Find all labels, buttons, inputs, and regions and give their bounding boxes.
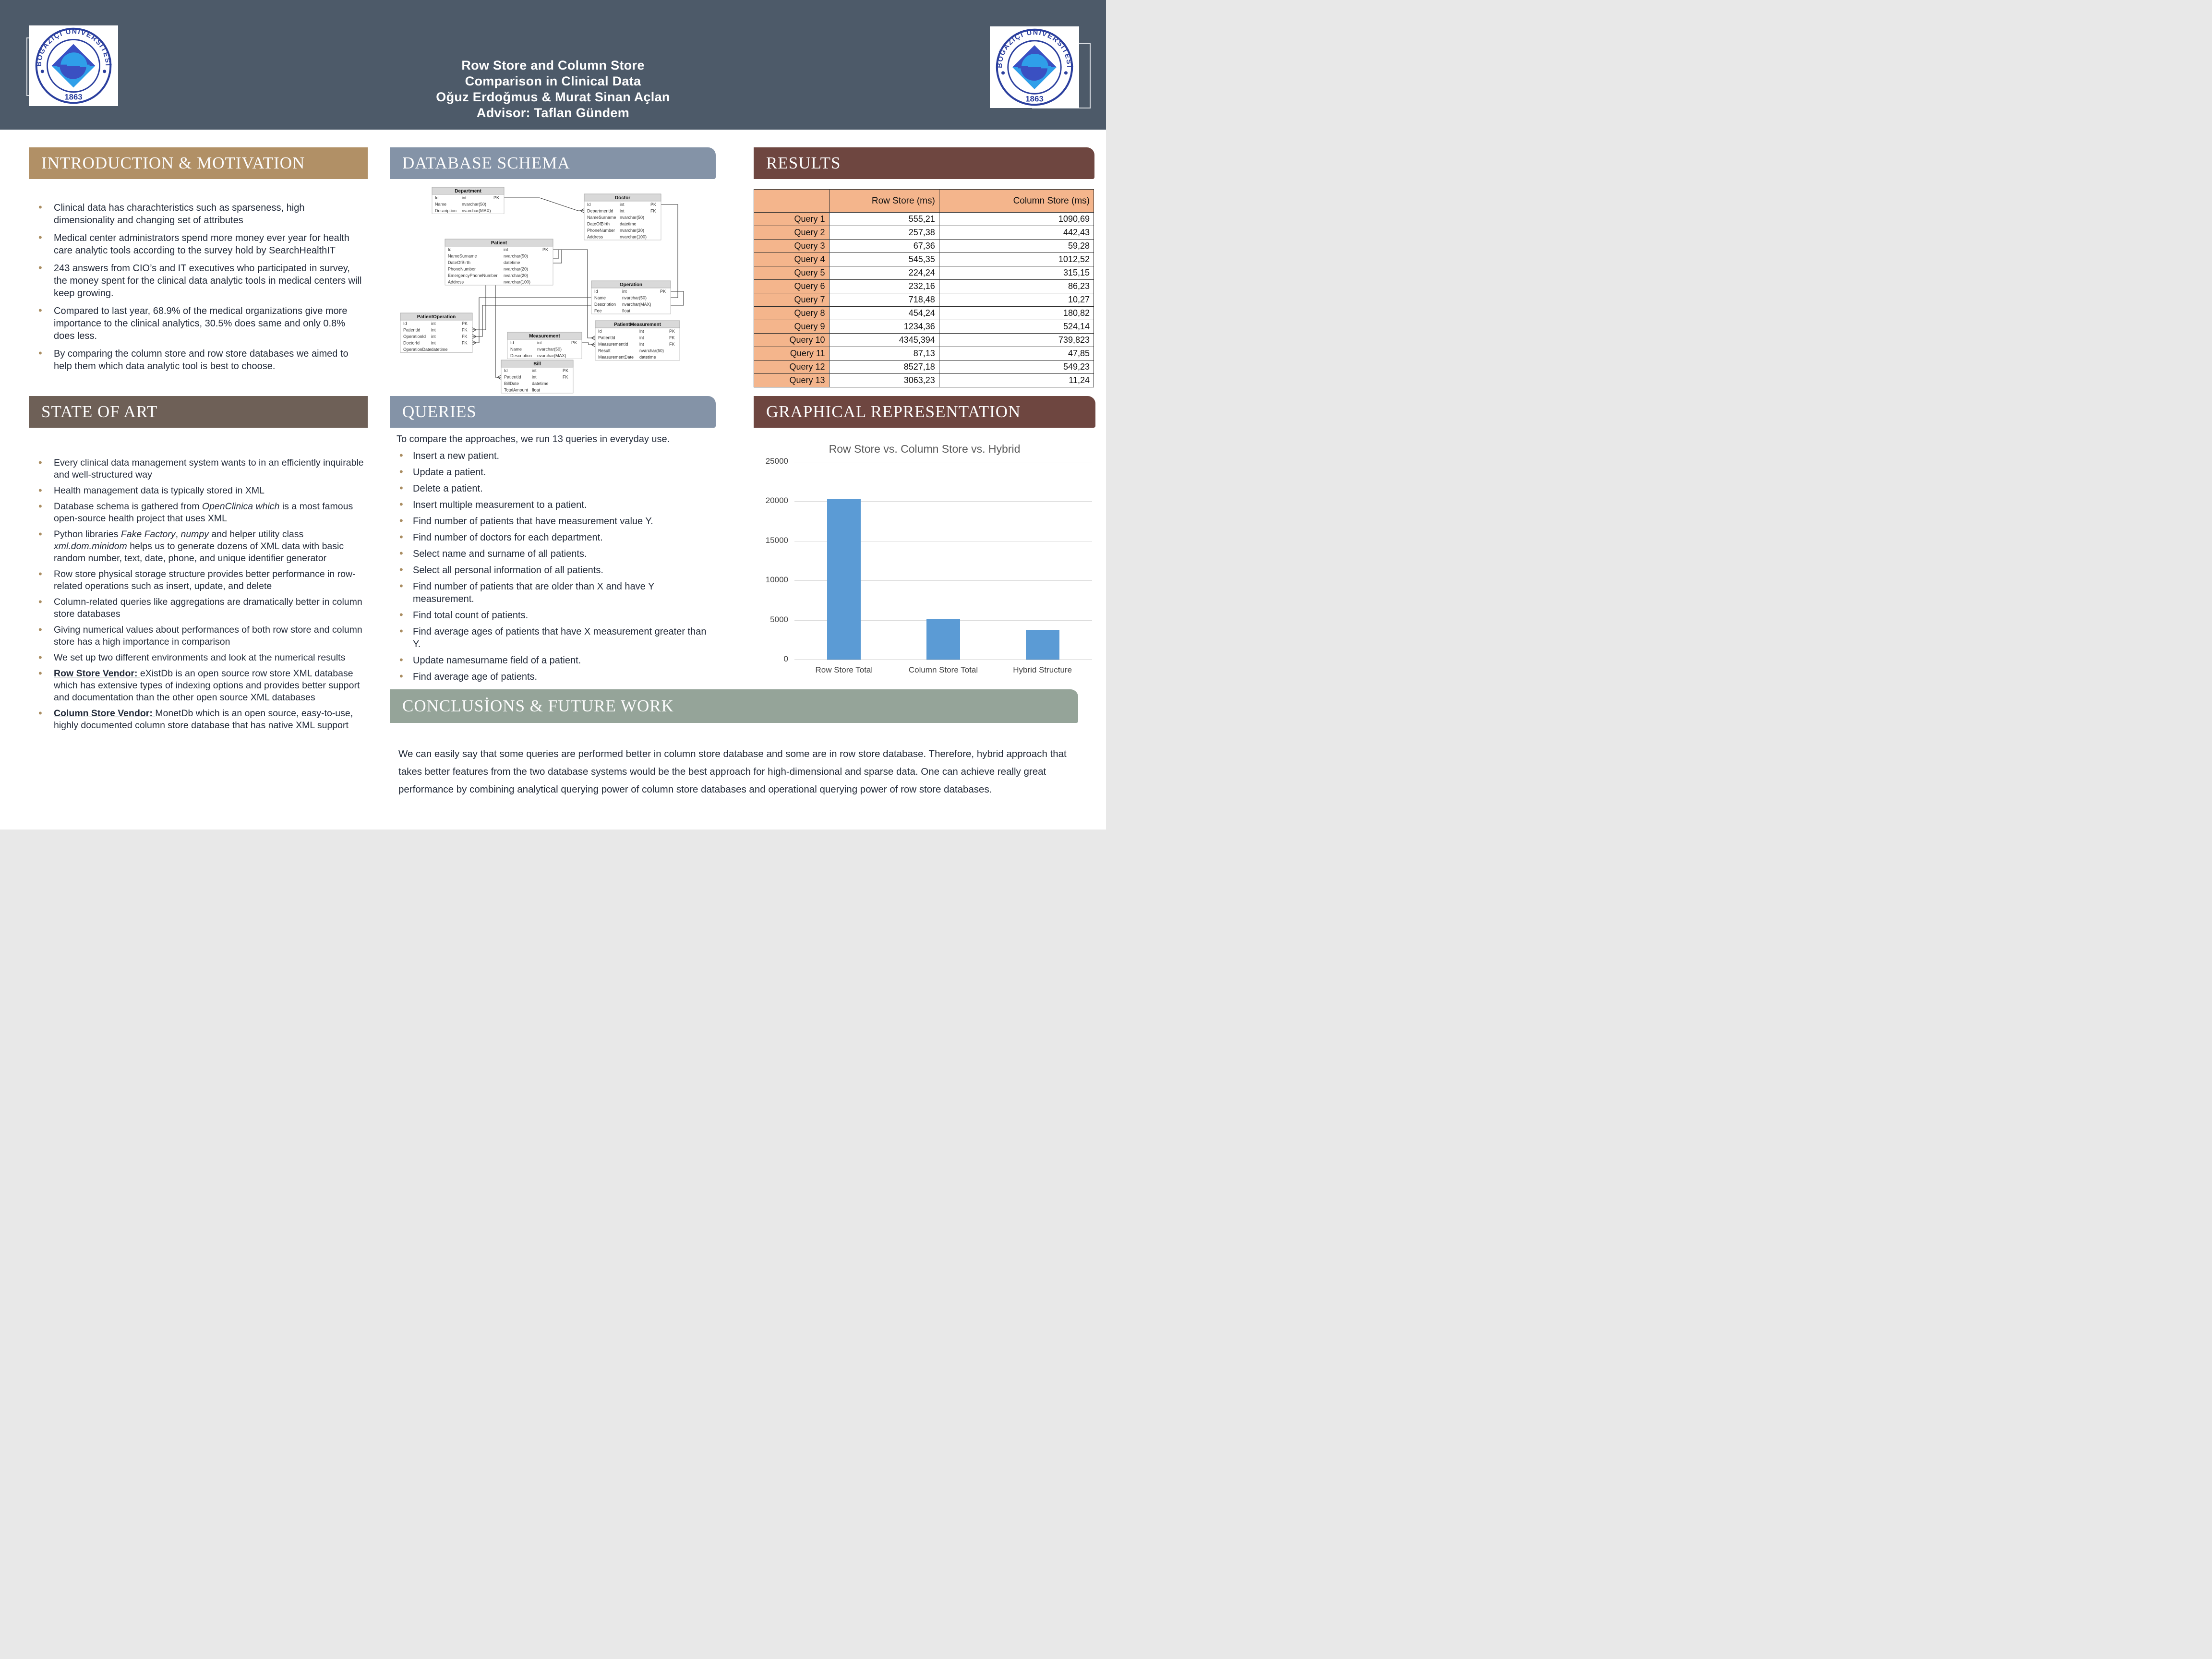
timing-value: 8527,18	[829, 361, 939, 374]
results-column-header: Row Store (ms)	[829, 190, 939, 213]
x-axis-category-label: Row Store Total	[815, 665, 873, 674]
svg-text:OperationId: OperationId	[403, 334, 426, 339]
bullet-item: • Column-related queries like aggregations are dramatically better in column store databases	[34, 596, 367, 620]
timing-value: 4345,394	[829, 334, 939, 347]
svg-text:BillDate: BillDate	[504, 381, 519, 386]
svg-text:int: int	[639, 342, 644, 347]
svg-text:int: int	[639, 335, 644, 340]
query-label: Query 10	[754, 334, 830, 347]
svg-text:nvarchar(50): nvarchar(50)	[639, 348, 664, 353]
bullet-item: • Find average ages of patients that have X measurement greater than Y.	[397, 625, 714, 650]
svg-text:nvarchar(MAX): nvarchar(MAX)	[462, 208, 491, 213]
timing-value: 1234,36	[829, 320, 939, 334]
timing-value: 257,38	[829, 226, 939, 240]
schema-table-Doctor	[584, 194, 661, 240]
x-axis-category-label: Column Store Total	[908, 665, 978, 674]
svg-text:nvarchar(MAX): nvarchar(MAX)	[537, 353, 566, 358]
timing-value: 10,27	[939, 293, 1094, 307]
query-label: Query 6	[754, 280, 830, 293]
y-axis-tick-label: 15000	[765, 535, 788, 545]
y-axis-tick-label: 0	[783, 654, 788, 663]
timing-value: 224,24	[829, 266, 939, 280]
svg-text:PK: PK	[669, 329, 675, 334]
query-label: Query 2	[754, 226, 830, 240]
schema-table-PatientMeasurement	[595, 321, 680, 361]
section-title-queries: QUERIES	[390, 396, 716, 428]
bullet-item: • Update namesurname field of a patient.	[397, 654, 714, 667]
schema-table-Patient	[445, 239, 553, 285]
svg-text:datetime: datetime	[620, 221, 637, 227]
poster-title	[0, 58, 1106, 121]
crow-foot	[580, 209, 584, 211]
bullet-item: • Select all personal information of all patients.	[397, 564, 714, 577]
svg-text:Description: Description	[594, 302, 616, 307]
svg-text:datetime: datetime	[504, 260, 520, 265]
svg-text:nvarchar(MAX): nvarchar(MAX)	[622, 302, 651, 307]
svg-text:PK: PK	[542, 247, 549, 252]
results-table-row	[754, 213, 1094, 226]
poster-title-line: Comparison in Clinical Data	[465, 74, 641, 88]
bullet-item: • By comparing the column store and row store databases we aimed to help them which data analytic tool is best to choose.	[34, 348, 366, 373]
svg-text:MeasurementDate: MeasurementDate	[598, 355, 634, 360]
svg-text:PhoneNumber: PhoneNumber	[448, 266, 476, 272]
svg-text:Description: Description	[435, 208, 457, 213]
timing-value: 86,23	[939, 280, 1094, 293]
svg-text:NameSurname: NameSurname	[448, 253, 477, 259]
svg-text:int: int	[622, 289, 627, 294]
bullet-item: • Giving numerical values about performances of both row store and column store has a high importance in comparison	[34, 624, 367, 648]
svg-text:Id: Id	[587, 202, 591, 207]
queries-list	[397, 433, 714, 687]
svg-text:OperationDate: OperationDate	[403, 347, 432, 352]
y-axis-tick-label: 20000	[765, 496, 788, 505]
results-table-row	[754, 347, 1094, 361]
crow-foot	[591, 338, 595, 340]
crow-foot	[472, 343, 476, 345]
svg-text:Name: Name	[435, 202, 447, 207]
svg-text:PatientId: PatientId	[504, 374, 521, 380]
svg-text:FK: FK	[462, 327, 468, 333]
section-title-state-of-art: STATE OF ART	[29, 396, 368, 428]
query-label: Query 12	[754, 361, 830, 374]
crow-foot	[591, 336, 595, 338]
timing-value: 3063,23	[829, 374, 939, 387]
svg-text:FK: FK	[669, 342, 675, 347]
bullet-item: • Find number of patients that have measurement value Y.	[397, 515, 714, 528]
svg-text:Name: Name	[510, 347, 522, 352]
results-table-row	[754, 266, 1094, 280]
svg-text:PatientOperation: PatientOperation	[417, 314, 456, 320]
svg-text:Id: Id	[594, 289, 598, 294]
svg-text:Department: Department	[455, 189, 481, 194]
section-title-introduction: INTRODUCTION & MOTIVATION	[29, 147, 368, 179]
schema-table-PatientOperation	[400, 313, 472, 353]
schema-table-Operation	[591, 281, 671, 314]
state-of-art-bullet-list	[34, 457, 367, 735]
timing-value: 739,823	[939, 334, 1094, 347]
svg-text:TotalAmount: TotalAmount	[504, 387, 529, 393]
y-axis-tick-label: 10000	[765, 575, 788, 585]
query-label: Query 11	[754, 347, 830, 361]
svg-text:Doctor: Doctor	[614, 195, 631, 201]
crow-foot	[591, 343, 595, 345]
results-table-row	[754, 334, 1094, 347]
query-label: Query 1	[754, 213, 830, 226]
results-table-row	[754, 307, 1094, 320]
timing-value: 454,24	[829, 307, 939, 320]
query-label: Query 8	[754, 307, 830, 320]
svg-text:Description: Description	[510, 353, 532, 358]
chart-bar-1	[827, 499, 861, 660]
timing-value: 442,43	[939, 226, 1094, 240]
svg-text:nvarchar(20): nvarchar(20)	[504, 273, 529, 278]
svg-text:Fee: Fee	[594, 308, 602, 313]
timing-value: 1090,69	[939, 213, 1094, 226]
svg-text:PatientId: PatientId	[403, 327, 421, 333]
bullet-item: • Find average age of patients.	[397, 671, 714, 683]
chart-bar-2	[926, 619, 960, 660]
svg-text:datetime: datetime	[532, 381, 549, 386]
bullet-item: • We set up two different environments and look at the numerical results	[34, 652, 367, 664]
timing-value: 315,15	[939, 266, 1094, 280]
section-title-conclusions: CONCLUSİONS & FUTURE WORK	[390, 689, 1078, 723]
bullet-item: • Find number of patients that are older than X and have Y measurement.	[397, 580, 714, 605]
svg-text:DepartmentId: DepartmentId	[587, 208, 613, 214]
svg-text:int: int	[639, 329, 644, 334]
results-table-row	[754, 226, 1094, 240]
svg-text:Address: Address	[448, 279, 464, 285]
section-title-database-schema: DATABASE SCHEMA	[390, 147, 716, 179]
bullet-item: • Python libraries Fake Factory, numpy and helper utility class xml.dom.minidom helps us to generate dozens of XML data with basic random number, text, date, phone, and unique identifier generator	[34, 529, 367, 565]
svg-text:nvarchar(50): nvarchar(50)	[504, 253, 529, 259]
results-table-row	[754, 293, 1094, 307]
svg-text:nvarchar(100): nvarchar(100)	[620, 234, 647, 240]
chart-bar-3	[1026, 630, 1059, 660]
header-band	[0, 0, 1106, 130]
schema-table-Measurement	[507, 332, 582, 359]
queries-intro-text: To compare the approaches, we run 13 queries in everyday use.	[397, 434, 670, 445]
bullet-item: • Health management data is typically stored in XML	[34, 485, 367, 497]
svg-text:nvarchar(50): nvarchar(50)	[622, 295, 647, 301]
svg-text:nvarchar(50): nvarchar(50)	[462, 202, 487, 207]
relationship-line	[504, 198, 584, 211]
svg-text:Id: Id	[403, 321, 407, 326]
svg-text:Address: Address	[587, 234, 603, 240]
results-table-row	[754, 320, 1094, 334]
university-seal-icon	[990, 26, 1079, 108]
svg-text:int: int	[431, 327, 436, 333]
svg-text:Id: Id	[504, 368, 508, 373]
svg-text:nvarchar(20): nvarchar(20)	[620, 228, 645, 233]
timing-value: 67,36	[829, 240, 939, 253]
bullet-item: • Insert multiple measurement to a patient.	[397, 499, 714, 511]
y-axis-tick-label: 25000	[765, 457, 788, 466]
results-table	[754, 189, 1094, 387]
schema-table-Bill	[501, 360, 573, 393]
svg-text:int: int	[532, 374, 537, 380]
svg-text:DateOfBirth: DateOfBirth	[587, 221, 610, 227]
svg-text:datetime: datetime	[431, 347, 448, 352]
bullet-item: • Row store physical storage structure provides better performance in row-related operations such as insert, update, and delete	[34, 568, 367, 592]
timing-value: 180,82	[939, 307, 1094, 320]
bullet-item: • Clinical data has charachteristics such as sparseness, high dimensionality and changing set of attributes	[34, 202, 366, 227]
svg-text:MeasurementId: MeasurementId	[598, 342, 628, 347]
svg-text:int: int	[537, 340, 542, 345]
crow-foot	[497, 377, 501, 380]
svg-text:int: int	[620, 208, 625, 214]
svg-text:PK: PK	[660, 289, 666, 294]
results-table-row	[754, 240, 1094, 253]
svg-text:DateOfBirth: DateOfBirth	[448, 260, 471, 265]
timing-value: 11,24	[939, 374, 1094, 387]
svg-text:float: float	[532, 387, 541, 393]
svg-text:Id: Id	[435, 195, 439, 200]
bullet-item: • Update a patient.	[397, 466, 714, 479]
timing-value: 545,35	[829, 253, 939, 266]
query-label: Query 3	[754, 240, 830, 253]
results-column-header: Column Store (ms)	[939, 190, 1094, 213]
svg-text:PK: PK	[462, 321, 468, 326]
crow-foot	[472, 335, 476, 337]
results-table-row	[754, 361, 1094, 374]
crow-foot	[472, 330, 476, 332]
svg-text:FK: FK	[563, 374, 568, 380]
svg-text:PK: PK	[493, 195, 500, 200]
bullet-item: • Select name and surname of all patients.	[397, 548, 714, 560]
svg-text:EmergencyPhoneNumber: EmergencyPhoneNumber	[448, 273, 498, 278]
query-label: Query 9	[754, 320, 830, 334]
svg-text:NameSurname: NameSurname	[587, 215, 616, 220]
svg-text:Patient: Patient	[491, 240, 507, 246]
poster-page	[0, 0, 1106, 830]
svg-text:Operation: Operation	[619, 282, 643, 288]
bullet-item: • Column Store Vendor: MonetDb which is an open source, easy-to-use, highly documented column store database that has native XML support	[34, 708, 367, 732]
crow-foot	[472, 337, 476, 339]
y-axis-tick-label: 5000	[770, 614, 788, 624]
introduction-bullet-list	[34, 202, 366, 378]
bullet-item: • Find number of doctors for each department.	[397, 531, 714, 544]
query-label: Query 7	[754, 293, 830, 307]
svg-text:PK: PK	[571, 340, 577, 345]
section-title-results: RESULTS	[754, 147, 1094, 179]
timing-value: 87,13	[829, 347, 939, 361]
bar-chart	[754, 432, 1095, 678]
timing-value: 59,28	[939, 240, 1094, 253]
svg-text:int: int	[462, 195, 467, 200]
svg-text:Result: Result	[598, 348, 611, 353]
schema-table-Department	[432, 187, 504, 214]
results-table-row	[754, 253, 1094, 266]
bullet-item: • Find total count of patients.	[397, 609, 714, 622]
svg-text:Id: Id	[598, 329, 602, 334]
svg-text:Measurement: Measurement	[529, 334, 560, 339]
svg-text:FK: FK	[669, 335, 675, 340]
section-title-graphical-representation: GRAPHICAL REPRESENTATION	[754, 396, 1095, 428]
bullet-item: • Insert a new patient.	[397, 450, 714, 462]
svg-text:Id: Id	[510, 340, 514, 345]
crow-foot	[472, 328, 476, 330]
poster-title-line: Oğuz Erdoğmus & Murat Sinan Açlan	[436, 90, 670, 104]
bullet-item: • Compared to last year, 68.9% of the medical organizations give more importance to the clinical analytics, 30.5% does same and only 0.8% does less.	[34, 305, 366, 342]
svg-text:FK: FK	[650, 208, 656, 214]
query-label: Query 5	[754, 266, 830, 280]
bullet-item: • 243 answers from CIO’s and IT executives who participated in survey, the money spent for the clinical data analytic tools in medical centers will keep growing.	[34, 262, 366, 300]
svg-text:nvarchar(20): nvarchar(20)	[504, 266, 529, 272]
svg-text:int: int	[431, 340, 436, 346]
conclusions-paragraph: We can easily say that some queries are performed better in column store database and some are in row store database. Therefore, hybrid approach that takes better features from the two database systems would be the best approach for high-dimensional and sparse data. One can achieve really great performance by combining analytical querying power of column store databases and operational querying power of row store databases.	[398, 748, 1067, 795]
chart-title: Row Store vs. Column Store vs. Hybrid	[829, 443, 1021, 455]
query-label: Query 13	[754, 374, 830, 387]
poster-title-line: Advisor: Taflan Gündem	[476, 106, 630, 120]
svg-text:int: int	[431, 321, 436, 326]
svg-text:FK: FK	[462, 334, 468, 339]
timing-value: 524,14	[939, 320, 1094, 334]
svg-text:PatientMeasurement: PatientMeasurement	[614, 322, 661, 327]
bullet-item: • Database schema is gathered from OpenClinica which is a most famous open-source health project that uses XML	[34, 501, 367, 525]
svg-text:int: int	[620, 202, 625, 207]
svg-text:int: int	[532, 368, 537, 373]
svg-text:DoctorId: DoctorId	[403, 340, 420, 346]
svg-text:nvarchar(100): nvarchar(100)	[504, 279, 531, 285]
university-seal-logo-right	[990, 26, 1079, 108]
results-table-row	[754, 374, 1094, 387]
poster-title-line: Row Store and Column Store	[461, 58, 645, 72]
results-column-header	[754, 190, 830, 213]
svg-text:PatientId: PatientId	[598, 335, 615, 340]
timing-value: 555,21	[829, 213, 939, 226]
svg-text:FK: FK	[462, 340, 468, 346]
bullet-item: • Medical center administrators spend more money ever year for health care analytic tools according to the survey hold by SearchHealthIT	[34, 232, 366, 257]
crow-foot	[497, 375, 501, 378]
x-axis-category-label: Hybrid Structure	[1013, 665, 1072, 674]
svg-text:float: float	[622, 308, 631, 313]
results-table-row	[754, 280, 1094, 293]
svg-text:Id: Id	[448, 247, 452, 252]
er-diagram	[390, 182, 716, 394]
timing-value: 232,16	[829, 280, 939, 293]
timing-value: 549,23	[939, 361, 1094, 374]
svg-text:nvarchar(50): nvarchar(50)	[537, 347, 562, 352]
svg-text:int: int	[504, 247, 508, 252]
bullet-item: • Row Store Vendor: eXistDb is an open source row store XML database which has extensive types of indexing options and provides better support and documentation than the other open source XML databases	[34, 668, 367, 704]
results-table-header-row	[754, 190, 1094, 213]
crow-foot	[472, 341, 476, 343]
timing-value: 1012,52	[939, 253, 1094, 266]
bullet-item: • Delete a patient.	[397, 482, 714, 495]
query-label: Query 4	[754, 253, 830, 266]
bullet-item: • Every clinical data management system wants to in an efficiently inquirable and well-structured way	[34, 457, 367, 481]
timing-value: 718,48	[829, 293, 939, 307]
crow-foot	[591, 345, 595, 347]
svg-text:PhoneNumber: PhoneNumber	[587, 228, 615, 233]
timing-value: 47,85	[939, 347, 1094, 361]
svg-text:datetime: datetime	[639, 355, 656, 360]
svg-text:nvarchar(50): nvarchar(50)	[620, 215, 645, 220]
svg-text:int: int	[431, 334, 436, 339]
svg-text:Bill: Bill	[533, 361, 541, 367]
crow-foot	[580, 211, 584, 213]
svg-text:PK: PK	[563, 368, 569, 373]
svg-text:Name: Name	[594, 295, 606, 301]
svg-text:PK: PK	[650, 202, 657, 207]
